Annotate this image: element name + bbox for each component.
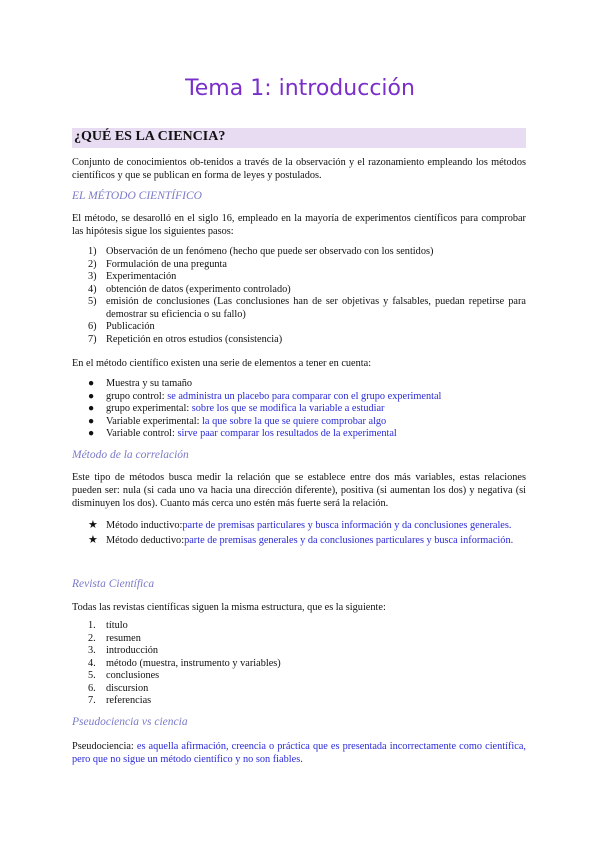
method-item	[88, 519, 526, 532]
step-text: Publicación	[106, 321, 155, 332]
element-item	[88, 416, 526, 429]
step-item	[88, 246, 526, 259]
element-description: la que sobre la que se quiere comprobar algo	[202, 415, 387, 427]
element-description: se administra un placebo para comparar con el grupo experimental	[167, 390, 442, 402]
step-item	[88, 296, 526, 321]
revista-paragraph: Todas las revistas científicas siguen la misma estructura, que es la siguiente:	[72, 602, 386, 613]
step-item	[88, 334, 526, 347]
step-text: Formulación de una pregunta	[106, 258, 227, 270]
method-description: parte de premisas generales y da conclusiones particulares y busca información.	[184, 535, 514, 546]
revista-text: resumen	[106, 632, 141, 644]
elements-list	[88, 378, 526, 441]
step-item	[88, 271, 526, 284]
elements-intro: En el método científico existen una serie de elementos a tener en cuenta:	[72, 358, 372, 369]
list-number: 5)	[88, 296, 97, 307]
pseudo-paragraph	[72, 740, 526, 766]
methods-list	[88, 519, 526, 549]
metodo-heading: EL MÉTODO CIENTÍFICO	[72, 190, 202, 202]
bullet-icon: ●	[88, 415, 95, 427]
element-item	[88, 391, 526, 404]
intro-paragraph: Conjunto de conocimientos ob-tenidos a través de la observación y el razonamiento empleando los métodos científicos y que se publican en forma de leyes y postulados.	[72, 157, 526, 181]
bullet-icon: ●	[88, 390, 95, 402]
revista-item	[88, 620, 526, 633]
pseudo-description: es aquella afirmación, creencia o práctica que es presentada incorrectamente como científica, pero que no sigue un método científico y no son fiables.	[72, 741, 526, 765]
step-text: Repetición en otros estudios (consistencia)	[106, 333, 283, 345]
revista-item	[88, 695, 526, 708]
correlacion-heading: Método de la correlación	[72, 449, 189, 461]
step-text: emisión de conclusiones (Las conclusiones han de ser objetivas y falsables, puedan repetirse para demostrar su eficiencia o su fallo)	[106, 296, 526, 320]
revista-item	[88, 683, 526, 696]
list-number: 6)	[88, 321, 97, 332]
step-item	[88, 321, 526, 334]
element-label: grupo control:	[106, 390, 168, 402]
element-item	[88, 428, 526, 441]
steps-list	[88, 246, 526, 346]
list-number: 3.	[88, 645, 96, 656]
list-number: 1.	[88, 620, 96, 631]
list-number: 4.	[88, 657, 96, 669]
method-label: Método deductivo:	[106, 535, 185, 546]
step-text: Experimentación	[106, 271, 177, 282]
bullet-icon: ●	[88, 428, 95, 439]
list-number: 7.	[88, 695, 96, 706]
pseudo-heading: Pseudociencia vs ciencia	[72, 716, 188, 728]
list-number: 5.	[88, 670, 96, 681]
step-text: Observación de un fenómeno (hecho que puede ser observado con los sentidos)	[106, 246, 434, 257]
method-item	[88, 534, 526, 547]
list-number: 2)	[88, 258, 97, 270]
revista-heading: Revista Científica	[72, 578, 155, 590]
correlacion-paragraph: Este tipo de métodos busca medir la relación que se establece entre dos más variables, estas relaciones pueden ser: nula (si cada uno va hacia una dirección diferente), positiva (si aumentan los dos) y negativa (si disminuyen los dos). Cuanto más cerca uno estén más fuerte será la relación.	[72, 472, 526, 509]
step-item	[88, 284, 526, 297]
list-number: 3)	[88, 271, 97, 282]
page-title: Tema 1: introducción	[185, 76, 415, 101]
revista-text: referencias	[106, 695, 152, 706]
revista-text: título	[106, 620, 128, 631]
element-label: grupo experimental:	[106, 403, 192, 414]
metodo-paragraph: El método, se desarolló en el siglo 16, empleado en la mayoría de experimentos científicos para comprobar las hipótesis sigue los siguientes pasos:	[72, 213, 526, 237]
revista-item	[88, 645, 526, 658]
section-heading: ¿QUÉ ES LA CIENCIA?	[74, 129, 226, 144]
revista-text: método (muestra, instrumento y variables)	[106, 657, 281, 669]
revista-item	[88, 670, 526, 683]
element-label: Variable experimental:	[106, 415, 203, 427]
revista-text: introducción	[106, 645, 159, 656]
revista-item	[88, 658, 526, 671]
element-label: Variable control:	[106, 428, 178, 439]
element-item	[88, 378, 526, 391]
pseudo-label: Pseudociencia:	[72, 741, 137, 752]
revista-list	[88, 620, 526, 708]
revista-text: discursion	[106, 682, 149, 694]
star-icon: ★	[88, 519, 98, 531]
list-number: 4)	[88, 283, 97, 295]
bullet-icon: ●	[88, 378, 95, 389]
step-text: obtención de datos (experimento controlado)	[106, 283, 291, 295]
revista-text: conclusiones	[106, 670, 160, 681]
step-item	[88, 259, 526, 272]
list-number: 6.	[88, 682, 96, 694]
element-description: sirve paar comparar los resultados de la experimental	[177, 428, 397, 439]
section-heading-band	[72, 128, 526, 148]
list-number: 7)	[88, 333, 97, 345]
method-label: Método inductivo:	[106, 520, 183, 531]
star-icon: ★	[88, 534, 98, 546]
bullet-icon: ●	[88, 403, 95, 414]
revista-item	[88, 633, 526, 646]
method-description: parte de premisas particulares y busca información y da conclusiones generales.	[182, 520, 512, 531]
element-item	[88, 403, 526, 416]
list-number: 2.	[88, 632, 96, 644]
element-description: sobre los que se modifica la variable a estudiar	[191, 403, 385, 414]
element-label: Muestra y su tamaño	[106, 378, 193, 389]
list-number: 1)	[88, 246, 97, 257]
